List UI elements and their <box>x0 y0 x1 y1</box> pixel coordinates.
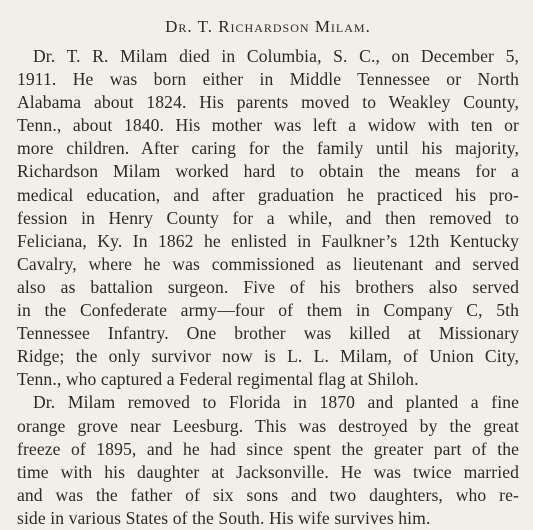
text-line: Tenn., who captured a Federal regimental flag at Shiloh. <box>17 369 419 390</box>
text-line: time with his daughter at Jacksonville. He was twice married <box>17 461 519 482</box>
text-line: also as battalion surgeon. Five of his brothers also served <box>17 276 519 297</box>
text-line: Dr. Milam removed to Florida in 1870 and planted a fine <box>33 392 519 413</box>
text-line: Ridge; the only survivor now is L. L. Milam, of Union City, <box>17 346 519 367</box>
text-line: medical education, and after graduation he practiced his pro- <box>17 184 519 205</box>
text-line: side in various States of the South. His wife survives him. <box>17 507 431 528</box>
text-line: Alabama about 1824. His parents moved to Weakley County, <box>17 92 519 113</box>
paragraph-2 <box>17 391 519 530</box>
text-line: more children. After caring for the family until his majority, <box>17 138 519 159</box>
text-line: in the Confederate army—four of them in Company C, 5th <box>17 300 519 321</box>
text-line: 1911. He was born either in Middle Tennessee or North <box>17 69 519 90</box>
text-line: Cavalry, where he was commissioned as lieutenant and served <box>17 253 519 274</box>
text-line: Richardson Milam worked hard to obtain the means for a <box>17 161 519 182</box>
text-line: Tennessee Infantry. One brother was killed at Missionary <box>17 323 519 344</box>
paragraph-1 <box>17 45 519 391</box>
text-line: Dr. T. R. Milam died in Columbia, S. C., on December 5, <box>33 46 519 66</box>
text-line: and was the father of six sons and two daughters, who re- <box>17 484 519 505</box>
text-line: Feliciana, Ky. In 1862 he enlisted in Faulkner’s 12th Kentucky <box>17 230 519 251</box>
text-line: Tenn., about 1840. His mother was left a widow with ten or <box>17 115 519 136</box>
article-title: Dr. T. Richardson Milam. <box>165 17 371 36</box>
text-line: freeze of 1895, and he had since spent the greater part of the <box>17 438 519 459</box>
text-line: orange grove near Leesburg. This was destroyed by the great <box>17 415 519 436</box>
text-line: fession in Henry County for a while, and then removed to <box>17 207 519 228</box>
